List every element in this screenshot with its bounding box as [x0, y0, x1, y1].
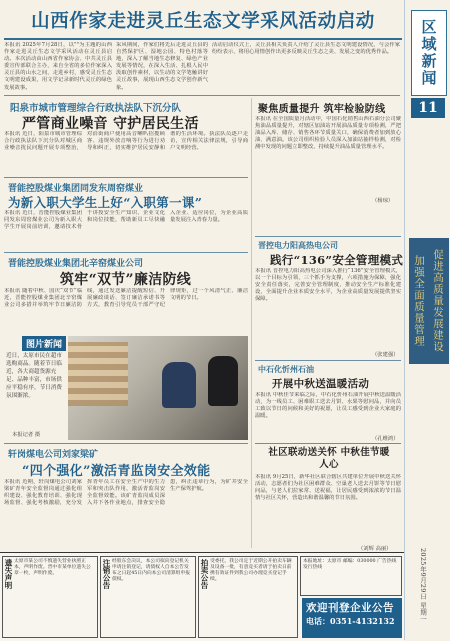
right3-author: （孔维鸿） — [372, 436, 399, 442]
ad-body: 太原市某公司不慎遗失营业执照正本，声明作废。晋中市某单位遗失公章一枚，声明作废。 — [14, 559, 91, 576]
photo-person — [162, 362, 196, 408]
ad-body: 经股东会决议，本公司拟向登记机关申请注销登记，请债权人自本公告发布之日起45日内向本公司清算组申报债权。 — [112, 559, 191, 582]
photo-shelf — [68, 342, 128, 406]
right3-body: 本报讯 中秋佳节来临之际，中石化忻州石油开展中秋送温暖活动，为一线员工、困难职工送去月饼、水果等慰问品，并向员工致以节日的问候和美好的祝愿，让员工感受到企业大家庭的温暖。 — [255, 392, 401, 420]
art3-kicker: 晋能控股煤业集团北辛窑煤业公司 — [8, 259, 144, 269]
ad-cancel-notice — [100, 556, 196, 638]
art2-kicker: 晋能控股煤业集团同发东周窑煤业 — [8, 184, 144, 194]
news-photo — [68, 336, 248, 440]
right4-title: 社区联动送关怀 中秋佳节暖人心 — [268, 447, 390, 470]
ad-auction-notice — [198, 556, 298, 638]
right3-title: 开展中秋送温暖活动 — [272, 378, 370, 390]
right2-body: 本报讯 晋控电力阳高热电公司深入推行“136”安全管理模式，以一个目标为引领，三个抓手为支撑，六项措施为保障，强化安全责任落实，完善安全管理制度，推动安全生产标准化建设，全面提升企业本质安全水平，为企业高质量发展提供坚实保障。 — [255, 268, 401, 303]
right2-kicker: 晋控电力阳高热电公司 — [258, 241, 338, 250]
art2-title: 为新入职大学生上好“入职第一课” — [8, 195, 203, 210]
issue-date: 2025年9月29日 星期一 — [419, 548, 427, 623]
ad-body: 受委托，我公司定于近期公开拍卖车辆及设备一批，有意竞买者请于拍卖日前携有效证件到我公司办理竞买登记手续。 — [210, 559, 292, 582]
ad-info — [300, 556, 402, 596]
ad-title: 注销公告 — [102, 559, 111, 589]
photo-news-tag: 图片新闻 — [22, 336, 66, 351]
photo-person — [208, 356, 238, 406]
photo-credit: 本报记者 摄 — [12, 432, 41, 438]
lead-body-mid: 采风期间，作家们将先后走进灵丘县的自然保护区、湿地公园、特色村落等地，深入了解当地生态修复、绿色产业发展等情况，在深入生活、扎根人民中汲取创作素材，以生动的文学笔触讲好灵丘故事，展现山西生态文学创作新气象。 — [116, 42, 208, 91]
slogan-banner — [409, 238, 449, 364]
ad-big-title: 欢迎刊登企业公告 — [306, 602, 394, 614]
divider — [4, 177, 248, 178]
right4-author: （刘辉 高丽） — [358, 546, 392, 552]
art1-kicker: 阳泉市城市管理综合行政执法队下沉分队 — [10, 103, 182, 114]
section-label: 区域新闻 — [419, 19, 438, 87]
ad-lost-notice — [2, 556, 98, 638]
ad-big-phone: 电话：0351-4132132 — [306, 616, 395, 626]
section-label-box — [411, 10, 447, 96]
divider — [255, 236, 401, 237]
section-rail — [404, 0, 450, 640]
ad-title: 拍卖公告 — [200, 559, 209, 589]
right1-author: （杨琼） — [372, 198, 394, 204]
lead-headline — [4, 6, 402, 40]
right3-kicker: 中石化忻州石油 — [258, 365, 314, 374]
right2-author: （张建强） — [372, 352, 399, 358]
divider — [255, 443, 401, 444]
divider — [4, 95, 400, 96]
art4-title: “四个强化”激活青监岗安全效能 — [22, 464, 211, 479]
slogan-line: 促进高质量发展建设 — [432, 249, 444, 353]
photo-caption: 近日，太原市民在超市选购商品。随着节日临近，各大商超货源充足、品种丰富，市场供应平稳有序，节日消费氛围渐浓。 — [6, 353, 62, 399]
slogan-line: 加强全面质量管理 — [413, 255, 425, 347]
page-number: 11 — [411, 98, 445, 118]
art4-kicker: 轩岗煤电公司刘家梁矿 — [8, 450, 99, 460]
lead-body-right: 活动启动仪式上，灵丘县相关负责人介绍了灵丘县生态文明建设情况，与会作家纷纷表示，将用心用情创作出更多反映灵丘生态之美、发展之变的优秀作品。 — [212, 42, 400, 56]
art4-body: 本报讯 近期，轩岗煤电公司刘家梁矿青年安全监督岗通过强化组织建设、强化教育培训、强化现场监督、强化考核激励，充分发挥青年员工在安全生产中的生力军和突击队作用，激活青监岗安全监督效能。该矿青监岗成员深入井下各作业地点，排查安全隐患，纠正违章行为，为矿井安全生产保驾护航。 — [4, 479, 248, 507]
art1-title: 严管商业噪音 守护居民生活 — [22, 116, 199, 132]
right2-title: 践行“136”安全管理模式 — [270, 253, 404, 267]
art1-body: 本报讯 近日，阳泉市城市管理综合行政执法队下沉分队对城区商业噪音扰民问题开展专项整治，对沿街商户使用高音喇叭招揽顾客、违规外放音响等行为进行劝导和纠正，切实维护居民安静和谐的生活环境。执法队员逐户走访，宣传相关法律法规，引导商户文明经营。 — [4, 131, 248, 152]
column-divider — [251, 98, 252, 548]
divider — [255, 360, 401, 361]
art3-title: 筑牢“双节”廉洁防线 — [60, 272, 192, 288]
right1-body: 本报讯 在全国质量月活动中，中国石化销售山西石油分公司聚焦油品质量提升，对辖区加油站开展油品质量专项检测，严把油品入库、储存、销售各环节质量关口，确保消费者加到放心油、满意油。该公司组织检验人员深入加油站抽样检测，对检测中发现的问题立即整改，持续提升油品质量管理水平。 — [255, 116, 401, 151]
art3-body: 本报讯 随着中秋、国庆“双节”临近，晋能控股煤业集团北辛窑煤业公司多措并举筑牢节日廉洁防线，通过发送廉洁提醒短信、开展廉政谈话、签订廉洁承诺书等方式，教育引导党员干部严守纪律规矩，过一个风清气正、廉洁文明的节日。 — [4, 288, 248, 309]
lead-title: 山西作家走进灵丘生态文学采风活动启动 — [31, 11, 375, 32]
divider — [4, 443, 248, 444]
right1-title: 聚焦质量提升 筑牢检验防线 — [258, 104, 386, 115]
ad-title: 遗失声明 — [4, 559, 13, 589]
art2-body: 本报讯 近日，晋能控股煤业集团同发东周窑煤业公司为新入职大学生开展岗前培训，邀请技术骨干讲授安全生产知识、企业文化和岗位技能，帮助新员工尽快融入企业、适应岗位，为企业高质量发展注入青春力量。 — [4, 210, 248, 231]
right4-body: 本报讯 9月25日，新华社区联合辖区共建单位开展中秋送关怀活动，志愿者们为社区困难群众、空巢老人送去月饼等节日慰问品，与老人们拉家常、送祝福，让居民感受到浓浓的节日温情与社区关怀，营造出和谐温馨的节日氛围。 — [255, 474, 401, 502]
ad-body: 本报地址：太原市 邮编：030000 广告热线 发行热线 — [303, 559, 397, 570]
divider — [4, 252, 248, 253]
ad-corporate-notice — [302, 598, 402, 638]
lead-body-left: 本报讯 2025年7月28日，以""为主题的山西作家走进灵丘生态文学采风活动在灵丘县启动。本次活动由山西省作家协会、中共灵丘县委宣传部联合主办，来自全省的多位作家深入灵丘县的山水之间，走进乡村，感受灵丘生态文明建设成果，用文学记录新时代灵丘的绿色发展故事。 — [4, 42, 112, 91]
